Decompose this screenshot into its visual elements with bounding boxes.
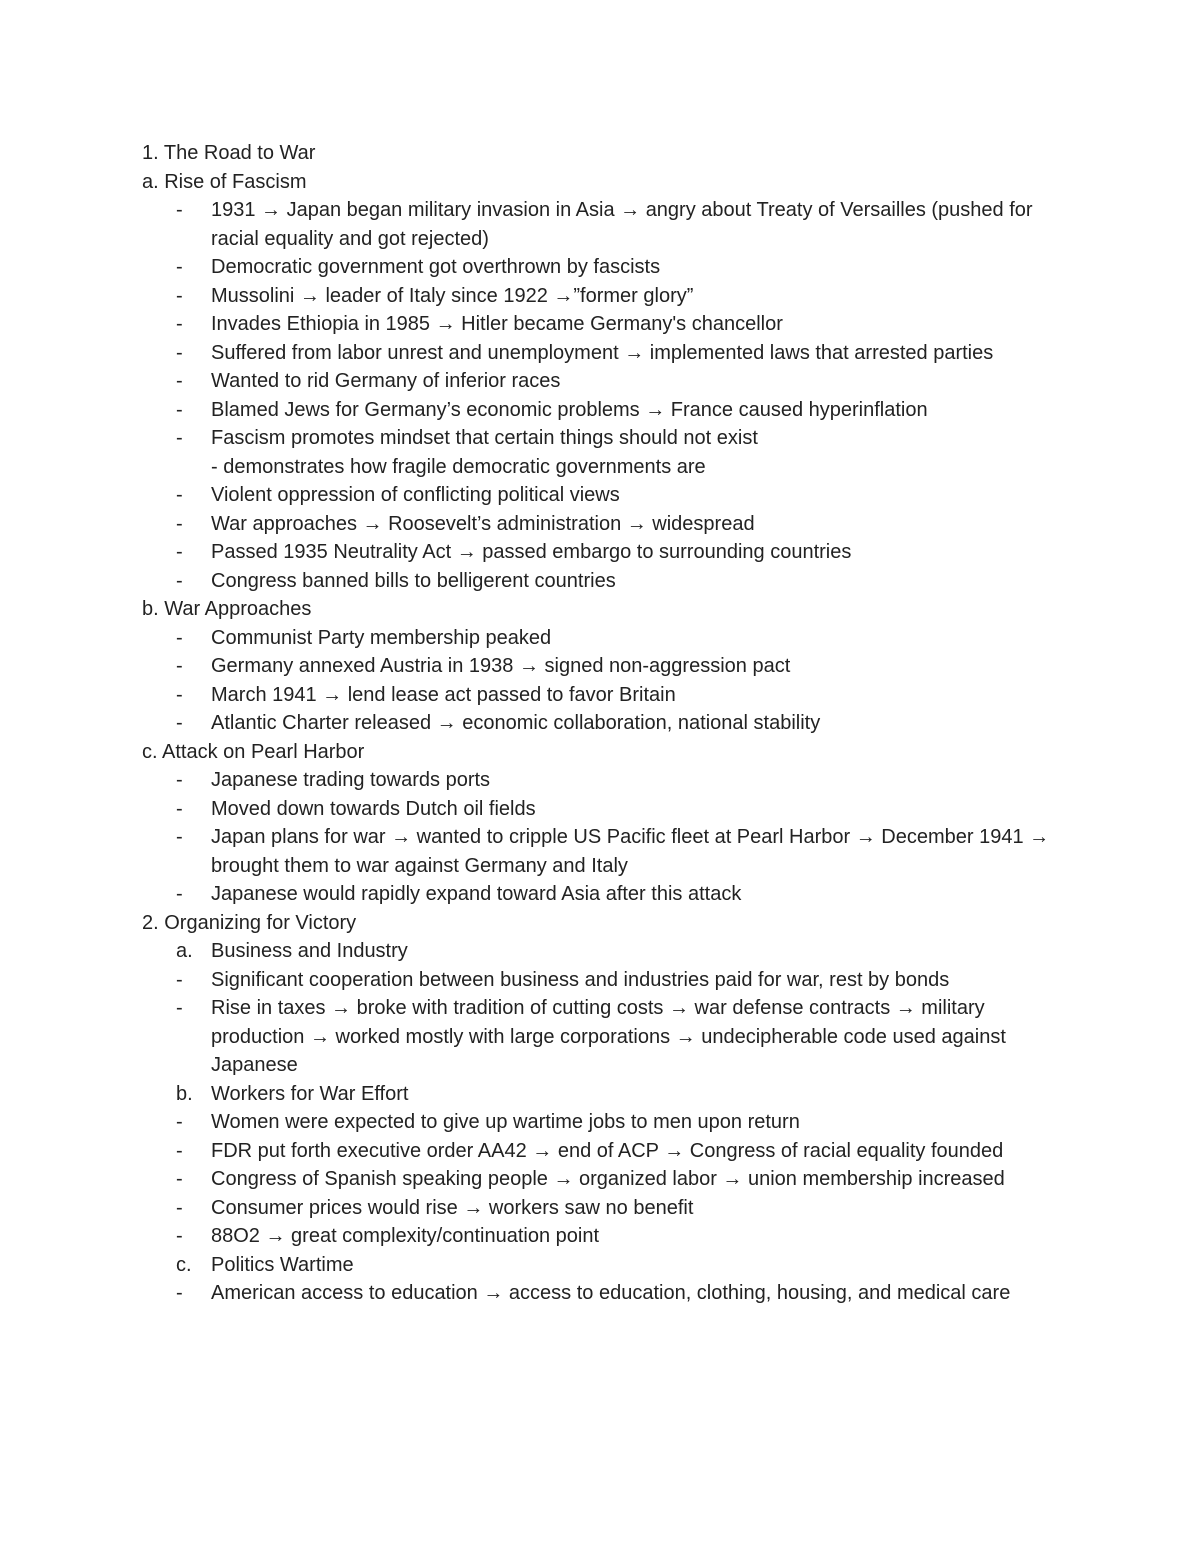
list-item-text: Passed 1935 Neutrality Act → passed embargo to surrounding countries xyxy=(211,541,852,563)
list-marker: - xyxy=(176,968,183,991)
list-item-text: Significant cooperation between business and industries paid for war, rest by bonds xyxy=(211,968,950,991)
list-marker: - xyxy=(176,797,183,820)
list-marker: - xyxy=(176,883,183,905)
bullet-item xyxy=(142,510,1072,539)
bullet-item xyxy=(142,1165,1072,1194)
bullet-item xyxy=(142,424,1072,453)
list-marker: - xyxy=(176,1282,183,1304)
bullet-item xyxy=(142,367,1072,396)
list-marker: b. xyxy=(176,1082,193,1105)
list-marker: - xyxy=(176,199,183,221)
list-marker: - xyxy=(176,512,183,535)
list-item-text: 1931 → Japan began military invasion in Asia → angry about Treaty of Versailles (pushed for racial equality and got rejected) xyxy=(211,199,1033,250)
list-item-text: Mussolini → leader of Italy since 1922 →”former glory” xyxy=(211,284,694,307)
list-marker: - xyxy=(176,1111,183,1133)
list-item-text: FDR put forth executive order AA42 → end of ACP → Congress of racial equality founded xyxy=(211,1139,1004,1162)
list-item-text: Violent oppression of conflicting political views xyxy=(211,484,620,506)
list-marker: - xyxy=(176,1225,183,1247)
list-item-text: Atlantic Charter released → economic collaboration, national stability xyxy=(211,712,821,734)
bullet-item xyxy=(142,1137,1072,1166)
bullet-item xyxy=(142,652,1072,681)
bullet-item xyxy=(142,1279,1072,1308)
list-item-text: Japan plans for war → wanted to cripple US Pacific fleet at Pearl Harbor → December 1941 → brought them to war against Germany and Italy xyxy=(211,826,1050,877)
list-item-text: Democratic government got overthrown by fascists xyxy=(211,256,661,278)
list-marker: - xyxy=(176,1168,183,1190)
bullet-item xyxy=(142,396,1072,425)
list-marker: - xyxy=(176,484,183,506)
outline-heading: a. Rise of Fascism xyxy=(142,170,307,193)
list-item-text: Business and Industry xyxy=(211,940,408,962)
list-marker: c. xyxy=(176,1253,192,1276)
list-marker: - xyxy=(176,370,183,392)
bullet-item xyxy=(142,1222,1072,1251)
list-marker: - xyxy=(176,313,183,335)
subheading-item xyxy=(142,937,1072,966)
list-item-text: Japanese would rapidly expand toward Asia after this attack xyxy=(211,883,742,905)
list-marker: - xyxy=(176,655,183,677)
bullet-item xyxy=(142,994,1072,1080)
document-body xyxy=(142,139,1072,1308)
bullet-item xyxy=(142,681,1072,710)
list-item-text: Rise in taxes → broke with tradition of cutting costs → war defense contracts → military production → worked mostly with large corporations → undecipherable code used against Japanese xyxy=(211,997,1006,1076)
list-marker: - xyxy=(176,826,183,848)
list-item-text: Politics Wartime xyxy=(211,1253,354,1276)
list-item-text: Workers for War Effort xyxy=(211,1082,409,1105)
outline-heading: 1. The Road to War xyxy=(142,142,316,164)
subheading-item xyxy=(142,1080,1072,1109)
list-item-text: American access to education → access to education, clothing, housing, and medical care xyxy=(211,1282,1011,1304)
list-item-text: Fascism promotes mindset that certain things should not exist xyxy=(211,427,758,449)
list-marker: - xyxy=(176,683,183,706)
list-item-text: Blamed Jews for Germany’s economic problems → France caused hyperinflation xyxy=(211,398,928,421)
list-item-text: March 1941 → lend lease act passed to favor Britain xyxy=(211,683,676,706)
list-marker: - xyxy=(176,997,183,1019)
bullet-item xyxy=(142,624,1072,653)
bullet-item xyxy=(142,282,1072,311)
bullet-item xyxy=(142,481,1072,510)
list-item-text: War approaches → Roosevelt’s administration → widespread xyxy=(211,512,755,535)
continuation-line: - demonstrates how fragile democratic governments are xyxy=(211,455,706,478)
list-item-text: Wanted to rid Germany of inferior races xyxy=(211,370,561,392)
list-item-text: Communist Party membership peaked xyxy=(211,626,552,649)
bullet-item xyxy=(142,1108,1072,1137)
list-item-text: Suffered from labor unrest and unemployment → implemented laws that arrested parties xyxy=(211,341,994,364)
list-item-text: Japanese trading towards ports xyxy=(211,769,491,791)
list-item-text: Invades Ethiopia in 1985 → Hitler became Germany's chancellor xyxy=(211,313,783,335)
list-item-text: 88O2 → great complexity/continuation point xyxy=(211,1225,599,1247)
bullet-item xyxy=(142,795,1072,824)
list-marker: - xyxy=(176,427,183,449)
list-item-text: Moved down towards Dutch oil fields xyxy=(211,797,536,820)
bullet-item xyxy=(142,709,1072,738)
list-marker: - xyxy=(176,769,183,791)
bullet-item xyxy=(142,1194,1072,1223)
bullet-item xyxy=(142,823,1072,880)
bullet-item xyxy=(142,339,1072,368)
list-item-text: Germany annexed Austria in 1938 → signed non-aggression pact xyxy=(211,655,791,677)
list-marker: - xyxy=(176,1139,183,1162)
bullet-item xyxy=(142,966,1072,995)
list-marker: - xyxy=(176,398,183,421)
list-marker: - xyxy=(176,626,183,649)
list-marker: - xyxy=(176,569,183,592)
outline-heading: 2. Organizing for Victory xyxy=(142,911,357,934)
subheading-item xyxy=(142,1251,1072,1280)
list-marker: - xyxy=(176,284,183,307)
bullet-item xyxy=(142,196,1072,253)
bullet-item xyxy=(142,766,1072,795)
bullet-item xyxy=(142,880,1072,909)
list-marker: - xyxy=(176,712,183,734)
list-marker: - xyxy=(176,256,183,278)
list-item-text: Consumer prices would rise → workers saw no benefit xyxy=(211,1196,694,1219)
bullet-item xyxy=(142,567,1072,596)
list-marker: - xyxy=(176,541,183,563)
outline-heading: b. War Approaches xyxy=(142,598,312,620)
list-marker: a. xyxy=(176,940,193,962)
list-marker: - xyxy=(176,1196,183,1219)
list-item-text: Congress of Spanish speaking people → organized labor → union membership increased xyxy=(211,1168,1005,1190)
list-item-text: Women were expected to give up wartime jobs to men upon return xyxy=(211,1111,800,1133)
bullet-item xyxy=(142,538,1072,567)
list-item-text: Congress banned bills to belligerent countries xyxy=(211,569,616,592)
outline-heading: c. Attack on Pearl Harbor xyxy=(142,740,365,763)
bullet-item xyxy=(142,253,1072,282)
bullet-item xyxy=(142,310,1072,339)
list-marker: - xyxy=(176,341,183,364)
